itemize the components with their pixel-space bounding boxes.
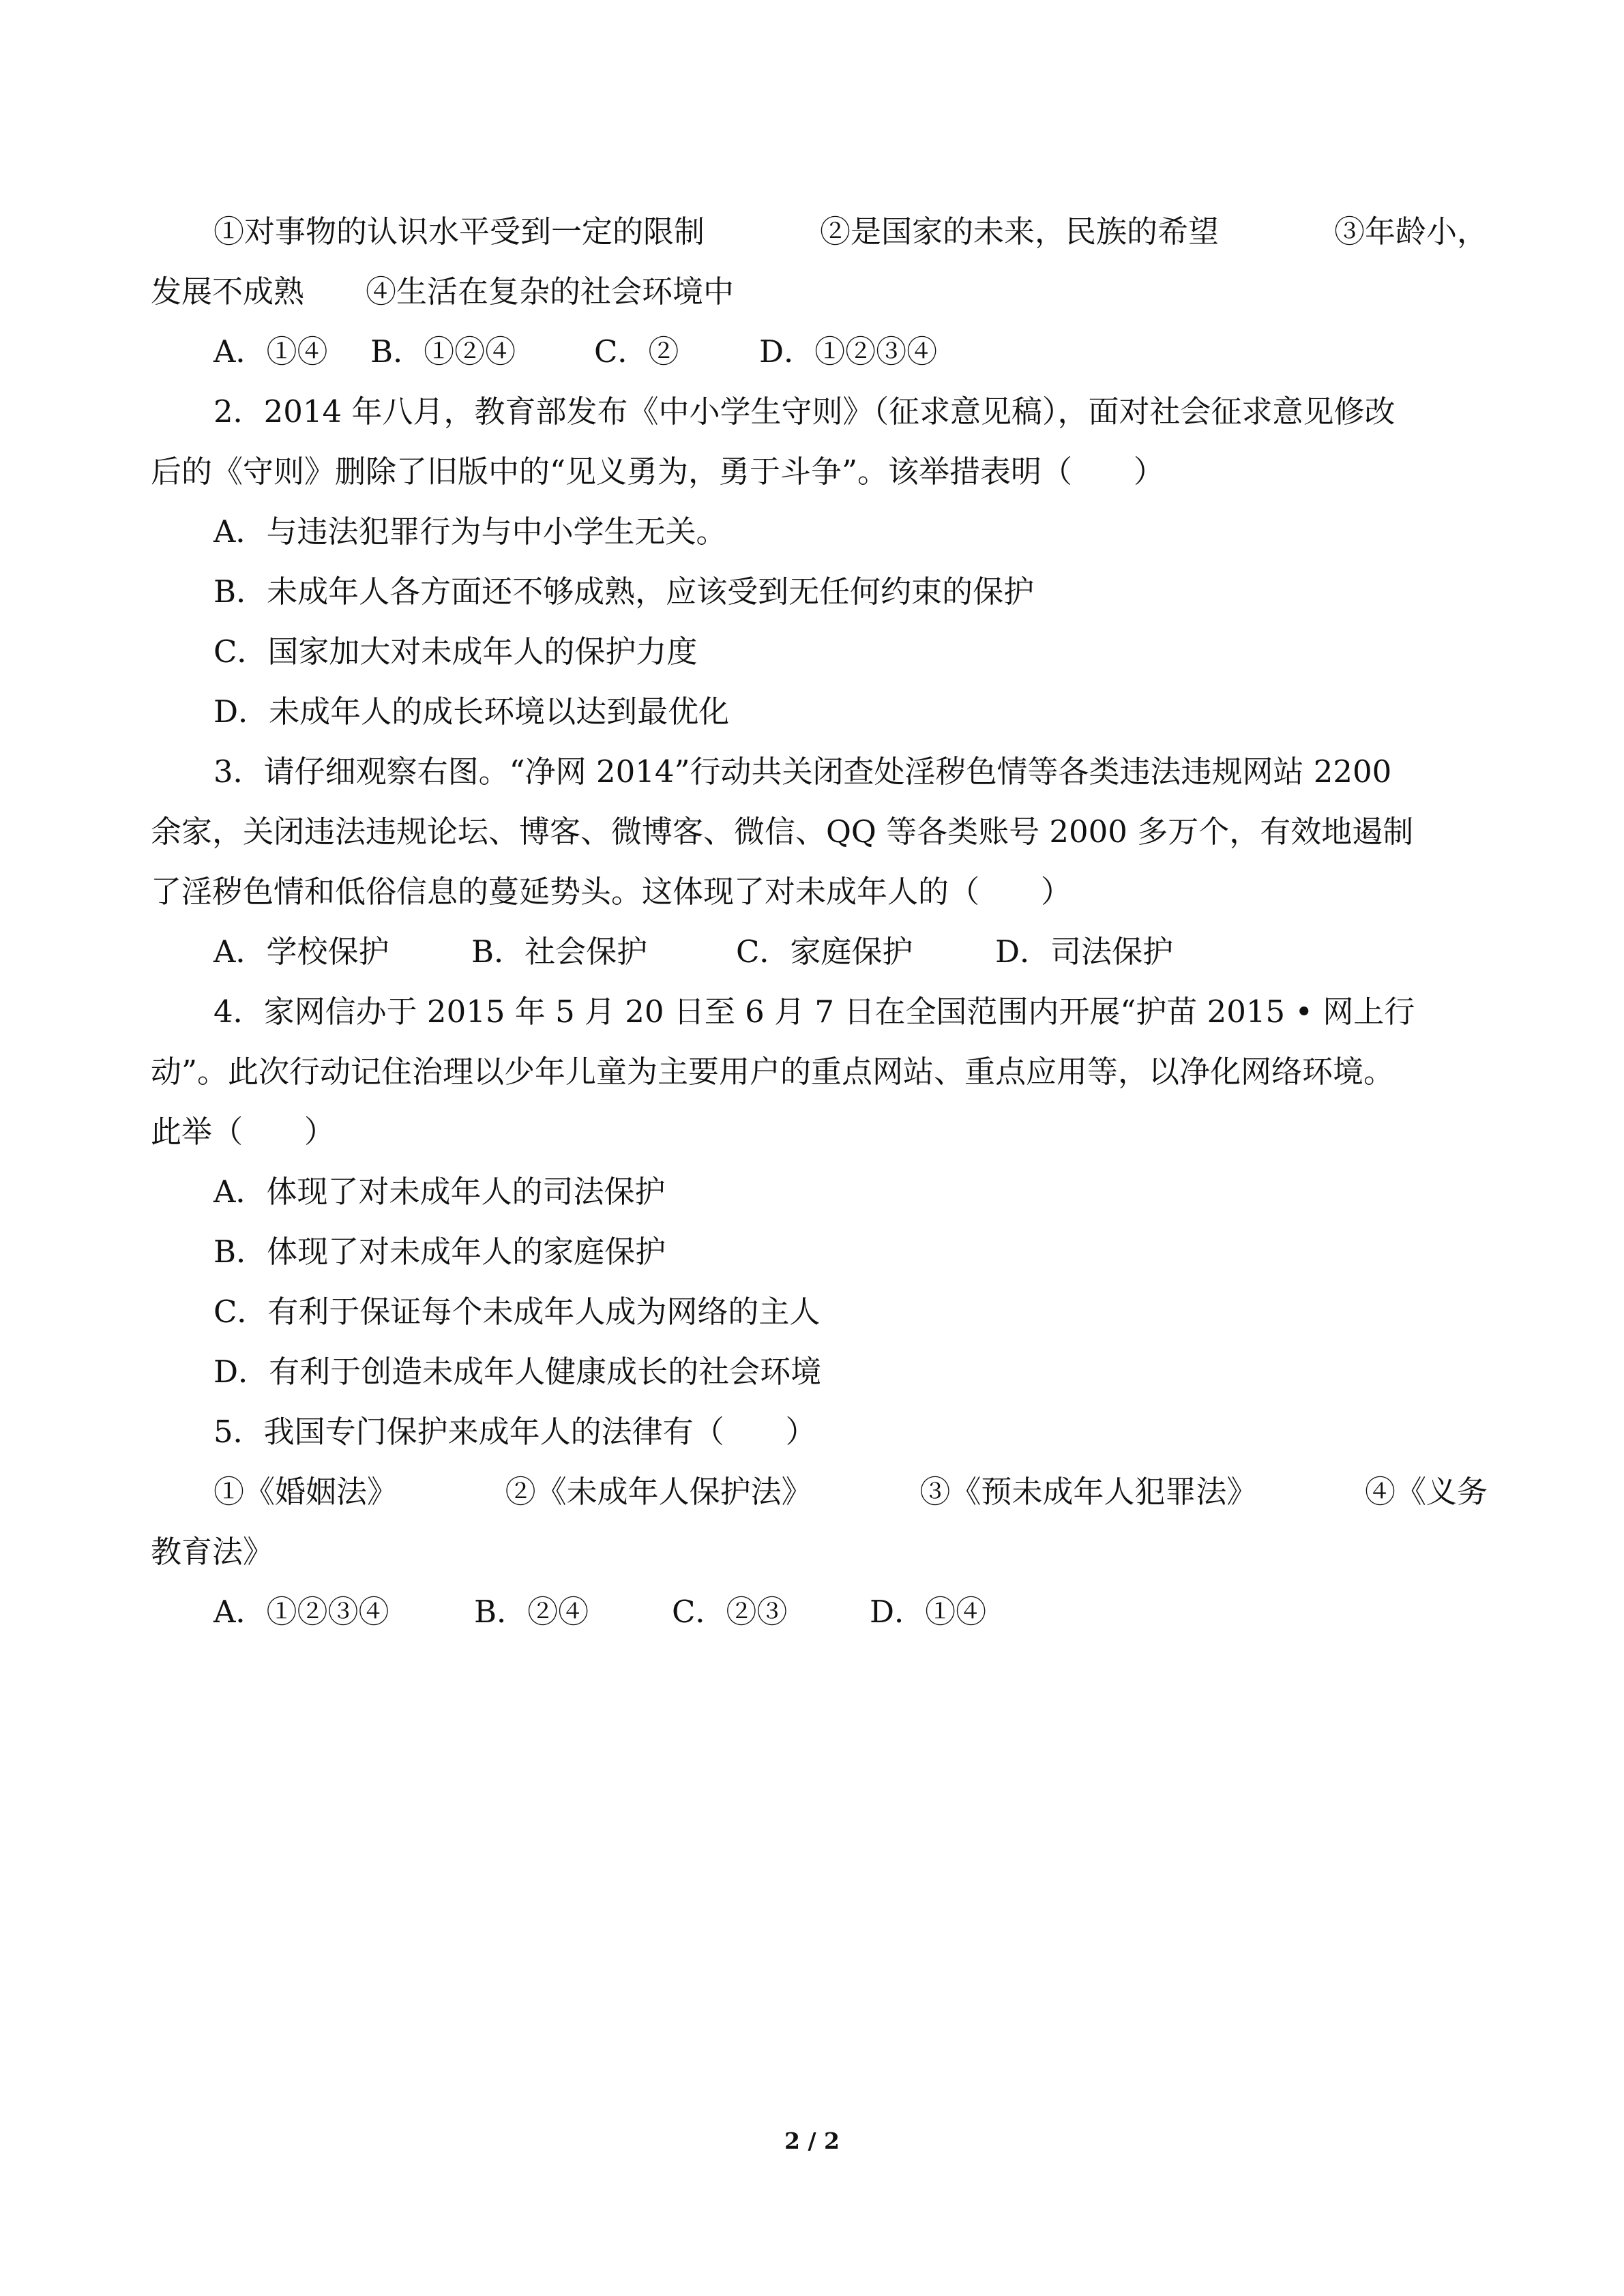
q5-option-a: A．①②③④	[213, 1594, 389, 1630]
q2-stem-line2: 后的《守则》删除了旧版中的“见义勇为，勇于斗争”。该举措表明（ ）	[151, 453, 1165, 490]
q2-stem-line1: 2．2014 年八月，教育部发布《中小学生守则》（征求意见稿），面对社会征求意见修改	[213, 393, 1396, 430]
q4-stem-line2: 动”。此次行动记住治理以少年儿童为主要用户的重点网站、重点应用等，以净化网络环境。	[151, 1054, 1395, 1090]
q1-option-c: C．②	[594, 333, 679, 370]
q4-option-d: D．有利于创造未成年人健康成长的社会环境	[213, 1354, 822, 1390]
q1-option-a: A．①④	[213, 333, 328, 370]
q5-options	[213, 1592, 986, 1632]
q1-item-2: ②是国家的未来，民族的希望	[819, 213, 1219, 250]
q5-item-1: ①《婚姻法》	[213, 1474, 398, 1510]
q1-item-1: ①对事物的认识水平受到一定的限制	[213, 213, 705, 250]
q4-option-b: B．体现了对未成年人的家庭保护	[213, 1234, 666, 1270]
q1-item-3-start: ③年龄小，	[1333, 213, 1488, 250]
q5-stem-line1: 5．我国专门保护来成年人的法律有（ ）	[213, 1414, 816, 1450]
q5-item-3: ③《预未成年人犯罪法》	[919, 1474, 1258, 1510]
q5-items-line1	[213, 1472, 1488, 1512]
q1-option-b: B．①②④	[370, 333, 516, 370]
q3-options	[213, 931, 1173, 972]
q1-items-line1	[213, 211, 1488, 252]
q5-option-c: C．②③	[672, 1594, 788, 1630]
q5-items-line2: 教育法》	[151, 1534, 274, 1570]
q4-option-c: C．有利于保证每个未成年人成为网络的主人	[213, 1294, 821, 1330]
q3-stem-line3: 了淫秽色情和低俗信息的蔓延势头。这体现了对未成年人的（ ）	[151, 874, 1072, 910]
q2-option-b: B．未成年人各方面还不够成熟，应该受到无任何约束的保护	[213, 573, 1035, 610]
q2-option-a: A．与违法犯罪行为与中小学生无关。	[213, 513, 727, 550]
q5-item-2: ②《未成年人保护法》	[505, 1474, 812, 1510]
q5-option-d: D．①④	[870, 1594, 987, 1630]
page-number: 2 / 2	[784, 2128, 840, 2154]
q1-options	[213, 331, 937, 372]
q3-option-a: A．学校保护	[213, 934, 389, 970]
q4-option-a: A．体现了对未成年人的司法保护	[213, 1174, 666, 1210]
q3-option-d: D．司法保护	[995, 934, 1174, 970]
q3-option-c: C．家庭保护	[736, 934, 913, 970]
q5-item-4-start: ④《义务	[1364, 1474, 1488, 1510]
q3-stem-line1: 3．请仔细观察右图。“净网 2014”行动共关闭查处淫秽色情等各类违法违规网站 2200	[213, 754, 1392, 790]
q4-stem-line3: 此举（ ）	[151, 1114, 336, 1150]
q3-option-b: B．社会保护	[471, 934, 648, 970]
q5-option-b: B．②④	[474, 1594, 589, 1630]
q1-items-line2	[151, 271, 734, 312]
q2-option-c: C．国家加大对未成年人的保护力度	[213, 633, 698, 670]
q1-item-3-end: 发展不成熟	[151, 273, 305, 310]
q1-item-4: ④生活在复杂的社会环境中	[366, 273, 735, 310]
q4-stem-line1: 4．家网信办于 2015 年 5 月 20 日至 6 月 7 日在全国范围内开展“护苗 2015 • 网上行	[213, 994, 1415, 1030]
q2-option-d: D．未成年人的成长环境以达到最优化	[213, 694, 730, 730]
q1-option-d: D．①②③④	[759, 333, 938, 370]
q3-stem-line2: 余家，关闭违法违规论坛、博客、微博客、微信、QQ 等各类账号 2000 多万个，有效地遏制	[151, 814, 1414, 850]
